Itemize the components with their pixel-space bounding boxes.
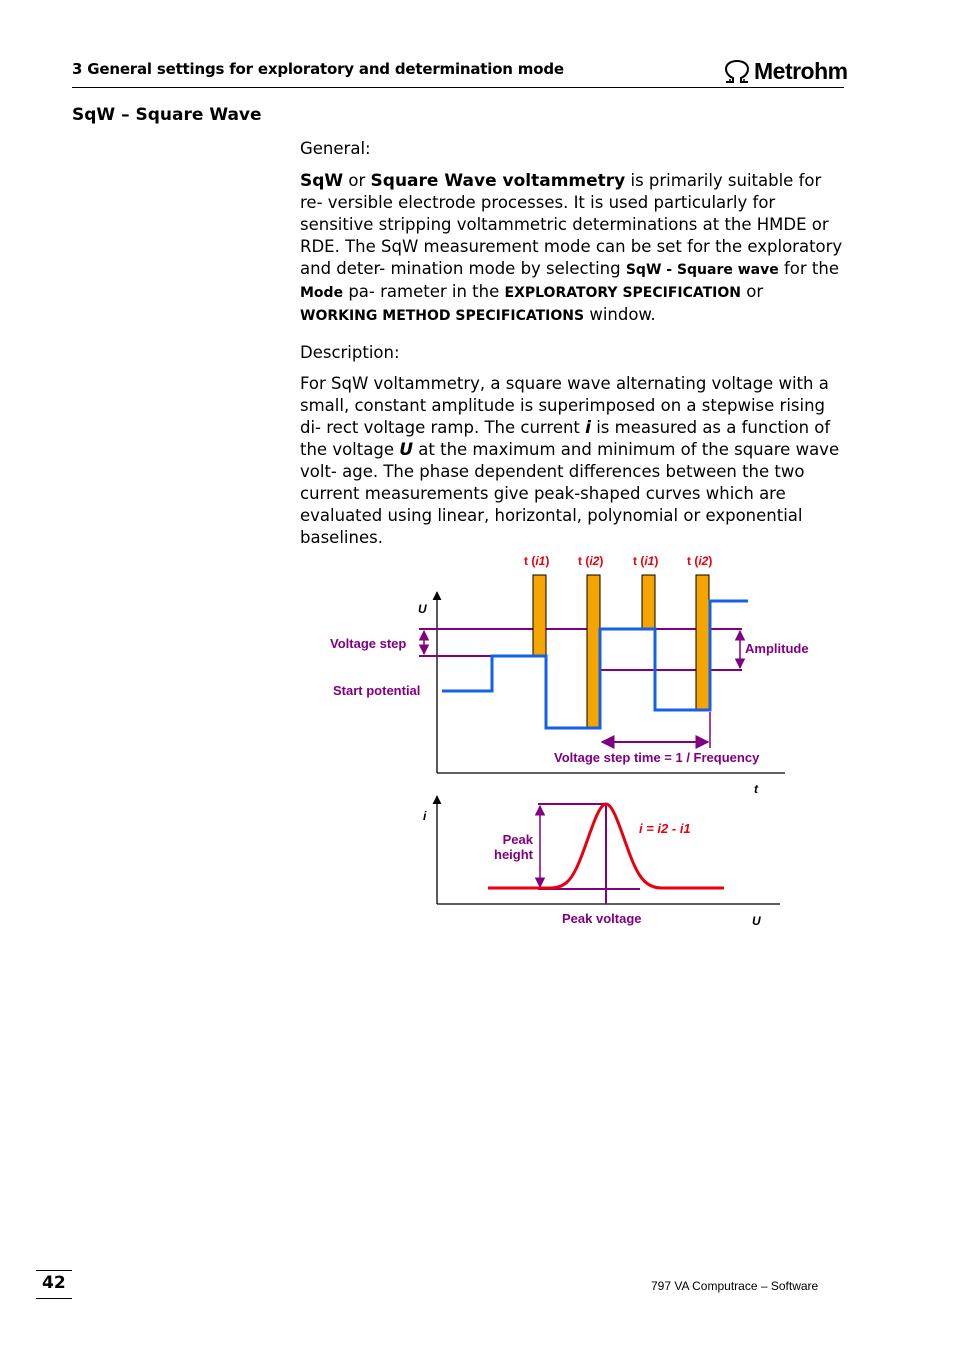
top-y-axis-label: U bbox=[418, 602, 427, 616]
peak-voltage-label: Peak voltage bbox=[562, 911, 642, 926]
chapter-title: 3 General settings for exploratory and determination mode bbox=[72, 60, 564, 78]
peak-height-label: height bbox=[494, 847, 533, 862]
bottom-y-axis-label: i bbox=[423, 809, 427, 823]
measurement-bar bbox=[533, 575, 546, 656]
section-title: SqW – Square Wave bbox=[72, 105, 262, 125]
bottom-x-axis-label: U bbox=[752, 914, 761, 928]
text-run: window. bbox=[584, 305, 656, 324]
measurement-bar bbox=[587, 575, 600, 728]
window-name-2: WORKING METHOD SPECIFICATIONS bbox=[300, 308, 585, 324]
term-sqw: SqW bbox=[300, 171, 344, 191]
mode-param: Mode bbox=[300, 285, 344, 301]
symbol-u: U bbox=[399, 440, 414, 460]
term-sqwv: Square Wave voltammetry bbox=[370, 171, 626, 191]
start-potential-label: Start potential bbox=[333, 683, 421, 698]
general-label: General: bbox=[300, 139, 371, 158]
symbol-i: i bbox=[585, 418, 591, 438]
t-label: t (i2) bbox=[578, 554, 604, 568]
text-run: or bbox=[741, 282, 764, 301]
measurement-bar bbox=[642, 575, 655, 629]
measurement-bar bbox=[696, 575, 709, 710]
t-label: t (i2) bbox=[687, 554, 713, 568]
text-run: For SqW voltammetry, a square wave alternating voltage with a small, constant amplitude is superimposed on a stepwise rising di- rect voltage ramp. The current bbox=[300, 374, 829, 437]
text-run: pa- rameter in the bbox=[343, 282, 505, 301]
description-label: Description: bbox=[300, 343, 400, 362]
peak-height-label: Peak bbox=[502, 832, 533, 847]
window-name-1: EXPLORATORY SPECIFICATION bbox=[504, 285, 742, 301]
text-run: for the bbox=[778, 259, 840, 278]
text-run: at the maximum and minimum of the square wave volt- age. The phase dependent differences between the two current measurements give peak-shaped curves which are evaluated using linear, horizontal, polynomial or exponential baselines. bbox=[300, 440, 840, 547]
amplitude-label: Amplitude bbox=[745, 641, 809, 656]
footer-product: 797 VA Computrace – Software bbox=[651, 1279, 819, 1293]
top-x-axis-label: t bbox=[754, 782, 758, 796]
t-label: t (i1) bbox=[633, 554, 659, 568]
mode-value: SqW - Square wave bbox=[625, 262, 779, 278]
page-number: 42 bbox=[42, 1273, 66, 1293]
text-run: is measured as a function of the voltage bbox=[300, 418, 831, 459]
voltage-step-label: Voltage step bbox=[330, 636, 407, 651]
formula-label: i = i2 - i1 bbox=[639, 821, 691, 836]
t-label: t (i1) bbox=[524, 554, 550, 568]
text-run: or bbox=[343, 171, 371, 190]
text-run: is primarily suitable for re- versible electrode processes. It is used particularly for sensitive stripping voltammetric determinations at the HMDE or RDE. The SqW measurement mode can be set for the exploratory and deter- mination mode by selecting bbox=[300, 171, 843, 278]
step-time-label: Voltage step time = 1 / Frequency bbox=[554, 750, 760, 765]
logo-text: Metrohm bbox=[754, 58, 848, 84]
